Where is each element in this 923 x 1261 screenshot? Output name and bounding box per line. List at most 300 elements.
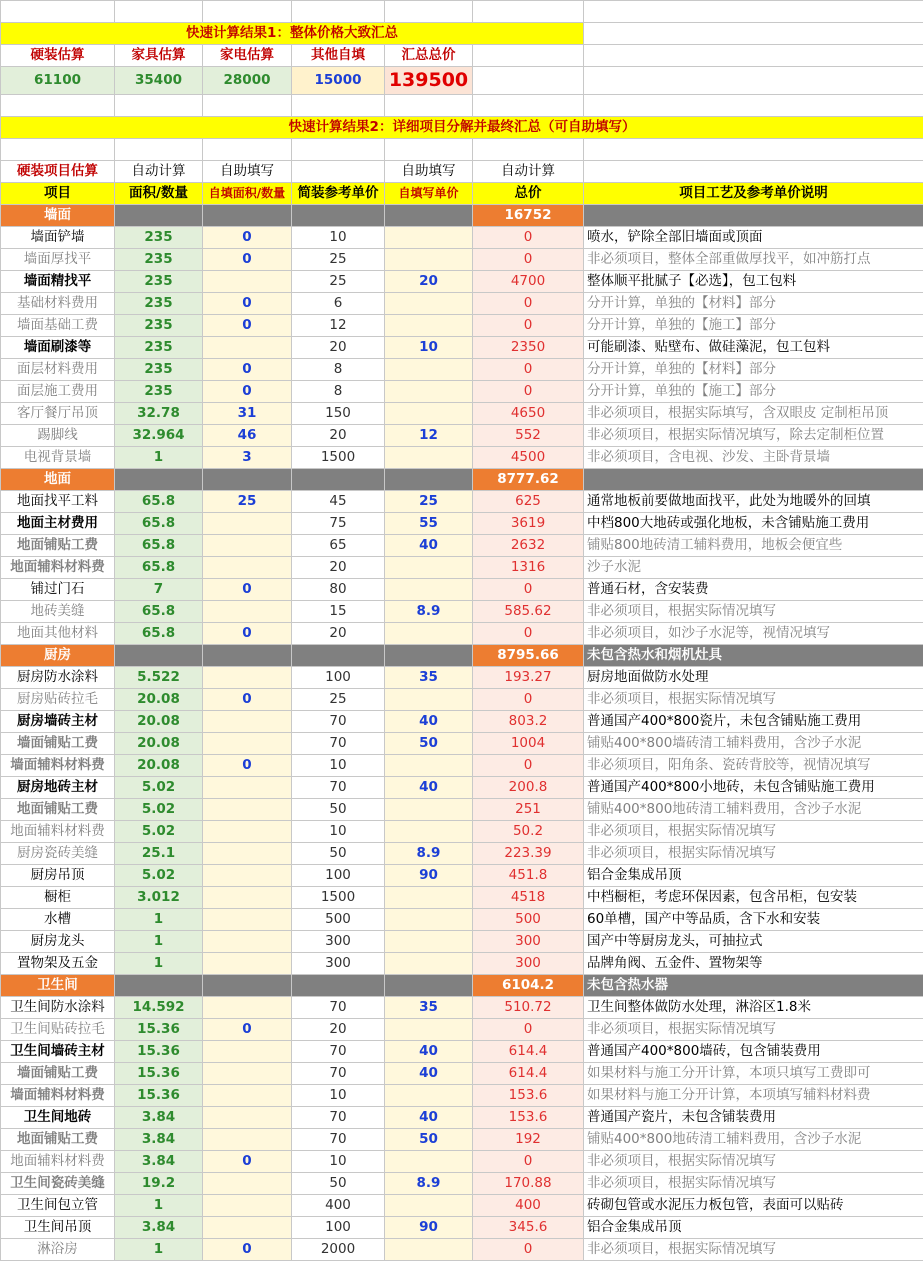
item-ref-price[interactable]: 50 xyxy=(292,843,385,865)
item-name[interactable]: 地砖美缝 xyxy=(1,601,115,623)
item-qty[interactable]: 5.02 xyxy=(115,777,203,799)
item-name[interactable]: 厨房贴砖拉毛 xyxy=(1,689,115,711)
item-ref-price[interactable]: 500 xyxy=(292,909,385,931)
item-qty[interactable]: 14.592 xyxy=(115,997,203,1019)
item-name[interactable]: 地面铺贴工费 xyxy=(1,799,115,821)
item-total[interactable]: 4650 xyxy=(473,403,584,425)
item-desc[interactable]: 非必须项目，根据实际情况填写 xyxy=(584,843,923,865)
item-qty[interactable]: 1 xyxy=(115,1239,203,1261)
item-qty[interactable]: 20.08 xyxy=(115,755,203,777)
item-self-price[interactable]: 40 xyxy=(385,1107,473,1129)
item-name[interactable]: 地面辅料材料费 xyxy=(1,821,115,843)
item-name[interactable]: 厨房吊顶 xyxy=(1,865,115,887)
item-ref-price[interactable]: 10 xyxy=(292,821,385,843)
item-name[interactable]: 地面辅料材料费 xyxy=(1,1151,115,1173)
item-total[interactable]: 153.6 xyxy=(473,1085,584,1107)
item-desc[interactable]: 非必须项目，根据实际情况填写 xyxy=(584,601,923,623)
item-qty[interactable]: 3.012 xyxy=(115,887,203,909)
item-qty[interactable]: 235 xyxy=(115,293,203,315)
item-self-qty[interactable]: 0 xyxy=(203,1151,292,1173)
item-ref-price[interactable]: 65 xyxy=(292,535,385,557)
item-total[interactable]: 193.27 xyxy=(473,667,584,689)
item-desc[interactable]: 普通国产400*800瓷片，未包含铺贴施工费用 xyxy=(584,711,923,733)
item-self-qty[interactable] xyxy=(203,1085,292,1107)
item-total[interactable]: 451.8 xyxy=(473,865,584,887)
item-self-qty[interactable] xyxy=(203,953,292,975)
item-total[interactable]: 0 xyxy=(473,1151,584,1173)
item-desc[interactable]: 非必须项目，根据实际情况填写 xyxy=(584,1019,923,1041)
item-name[interactable]: 地面铺贴工费 xyxy=(1,535,115,557)
item-ref-price[interactable]: 10 xyxy=(292,1151,385,1173)
item-qty[interactable]: 5.02 xyxy=(115,821,203,843)
item-name[interactable]: 墙面辅料材料费 xyxy=(1,1085,115,1107)
item-self-price[interactable]: 50 xyxy=(385,1129,473,1151)
item-self-price[interactable]: 10 xyxy=(385,337,473,359)
item-total[interactable]: 200.8 xyxy=(473,777,584,799)
item-self-price[interactable]: 40 xyxy=(385,1063,473,1085)
item-name[interactable]: 卫生间包立管 xyxy=(1,1195,115,1217)
item-name[interactable]: 墙面铺贴工费 xyxy=(1,1063,115,1085)
item-name[interactable]: 卫生间贴砖拉毛 xyxy=(1,1019,115,1041)
summary-furniture-value[interactable]: 35400 xyxy=(115,67,203,95)
item-self-qty[interactable] xyxy=(203,997,292,1019)
item-self-price[interactable] xyxy=(385,755,473,777)
item-ref-price[interactable]: 45 xyxy=(292,491,385,513)
item-self-price[interactable] xyxy=(385,359,473,381)
item-name[interactable]: 铺过门石 xyxy=(1,579,115,601)
item-desc[interactable]: 铺贴400*800地砖清工辅料费用，含沙子水泥 xyxy=(584,1129,923,1151)
summary-appliance-value[interactable]: 28000 xyxy=(203,67,292,95)
item-name[interactable]: 橱柜 xyxy=(1,887,115,909)
section-total[interactable]: 8777.62 xyxy=(473,469,584,491)
item-self-price[interactable]: 8.9 xyxy=(385,601,473,623)
item-qty[interactable]: 3.84 xyxy=(115,1129,203,1151)
item-total[interactable]: 3619 xyxy=(473,513,584,535)
item-total[interactable]: 2632 xyxy=(473,535,584,557)
item-qty[interactable]: 15.36 xyxy=(115,1063,203,1085)
item-qty[interactable]: 65.8 xyxy=(115,513,203,535)
item-total[interactable]: 345.6 xyxy=(473,1217,584,1239)
item-self-qty[interactable] xyxy=(203,337,292,359)
item-self-price[interactable] xyxy=(385,249,473,271)
item-ref-price[interactable]: 6 xyxy=(292,293,385,315)
item-name[interactable]: 厨房龙头 xyxy=(1,931,115,953)
item-qty[interactable]: 19.2 xyxy=(115,1173,203,1195)
item-total[interactable]: 300 xyxy=(473,931,584,953)
item-self-qty[interactable] xyxy=(203,1041,292,1063)
item-name[interactable]: 厨房地砖主材 xyxy=(1,777,115,799)
item-ref-price[interactable]: 10 xyxy=(292,1085,385,1107)
item-ref-price[interactable]: 12 xyxy=(292,315,385,337)
item-name[interactable]: 踢脚线 xyxy=(1,425,115,447)
item-name[interactable]: 墙面刷漆等 xyxy=(1,337,115,359)
item-total[interactable]: 510.72 xyxy=(473,997,584,1019)
item-name[interactable]: 淋浴房 xyxy=(1,1239,115,1261)
item-desc[interactable]: 厨房地面做防水处理 xyxy=(584,667,923,689)
item-ref-price[interactable]: 15 xyxy=(292,601,385,623)
summary-hard-value[interactable]: 61100 xyxy=(1,67,115,95)
item-qty[interactable]: 15.36 xyxy=(115,1041,203,1063)
item-qty[interactable]: 25.1 xyxy=(115,843,203,865)
item-qty[interactable]: 235 xyxy=(115,227,203,249)
item-self-qty[interactable] xyxy=(203,1063,292,1085)
item-name[interactable]: 卫生间吊顶 xyxy=(1,1217,115,1239)
item-qty[interactable]: 65.8 xyxy=(115,535,203,557)
item-self-price[interactable] xyxy=(385,227,473,249)
item-self-qty[interactable]: 0 xyxy=(203,227,292,249)
item-desc[interactable]: 如果材料与施工分开计算，本项只填写工费即可 xyxy=(584,1063,923,1085)
item-qty[interactable]: 65.8 xyxy=(115,557,203,579)
item-self-price[interactable]: 25 xyxy=(385,491,473,513)
item-ref-price[interactable]: 20 xyxy=(292,623,385,645)
item-total[interactable]: 614.4 xyxy=(473,1041,584,1063)
item-desc[interactable]: 铺贴400*800墙砖清工辅料费用，含沙子水泥 xyxy=(584,733,923,755)
item-total[interactable]: 0 xyxy=(473,579,584,601)
item-ref-price[interactable]: 70 xyxy=(292,777,385,799)
item-self-qty[interactable] xyxy=(203,909,292,931)
item-desc[interactable]: 铺贴400*800地砖清工辅料费用，含沙子水泥 xyxy=(584,799,923,821)
item-ref-price[interactable]: 100 xyxy=(292,865,385,887)
item-desc[interactable]: 60单槽，国产中等品质，含下水和安装 xyxy=(584,909,923,931)
item-ref-price[interactable]: 70 xyxy=(292,733,385,755)
item-self-price[interactable] xyxy=(385,623,473,645)
item-self-qty[interactable]: 0 xyxy=(203,1239,292,1261)
item-ref-price[interactable]: 50 xyxy=(292,799,385,821)
item-self-price[interactable] xyxy=(385,689,473,711)
item-total[interactable]: 153.6 xyxy=(473,1107,584,1129)
item-ref-price[interactable]: 25 xyxy=(292,689,385,711)
item-name[interactable]: 面层材料费用 xyxy=(1,359,115,381)
item-self-qty[interactable] xyxy=(203,513,292,535)
item-self-qty[interactable] xyxy=(203,557,292,579)
item-qty[interactable]: 65.8 xyxy=(115,623,203,645)
item-qty[interactable]: 5.02 xyxy=(115,799,203,821)
item-qty[interactable]: 15.36 xyxy=(115,1085,203,1107)
item-self-qty[interactable]: 0 xyxy=(203,359,292,381)
item-ref-price[interactable]: 70 xyxy=(292,1063,385,1085)
item-self-price[interactable] xyxy=(385,293,473,315)
item-total[interactable]: 0 xyxy=(473,293,584,315)
item-total[interactable]: 0 xyxy=(473,381,584,403)
item-ref-price[interactable]: 75 xyxy=(292,513,385,535)
item-self-price[interactable] xyxy=(385,557,473,579)
item-self-qty[interactable] xyxy=(203,1173,292,1195)
item-self-price[interactable] xyxy=(385,931,473,953)
item-total[interactable]: 192 xyxy=(473,1129,584,1151)
item-name[interactable]: 地面主材费用 xyxy=(1,513,115,535)
item-ref-price[interactable]: 1500 xyxy=(292,447,385,469)
item-ref-price[interactable]: 70 xyxy=(292,711,385,733)
item-qty[interactable]: 3.84 xyxy=(115,1151,203,1173)
item-desc[interactable]: 非必须项目，阳角条、瓷砖背胶等，视情况填写 xyxy=(584,755,923,777)
item-name[interactable]: 卫生间地砖 xyxy=(1,1107,115,1129)
item-name[interactable]: 面层施工费用 xyxy=(1,381,115,403)
item-self-qty[interactable] xyxy=(203,821,292,843)
item-self-qty[interactable] xyxy=(203,799,292,821)
item-total[interactable]: 0 xyxy=(473,227,584,249)
item-name[interactable]: 厨房防水涂料 xyxy=(1,667,115,689)
item-desc[interactable]: 分开计算，单独的【材料】部分 xyxy=(584,293,923,315)
item-desc[interactable]: 非必须项目，根据实际情况填写 xyxy=(584,1173,923,1195)
item-total[interactable]: 552 xyxy=(473,425,584,447)
item-qty[interactable]: 1 xyxy=(115,931,203,953)
item-ref-price[interactable]: 70 xyxy=(292,1041,385,1063)
item-ref-price[interactable]: 10 xyxy=(292,227,385,249)
item-name[interactable]: 墙面基础工费 xyxy=(1,315,115,337)
item-ref-price[interactable]: 10 xyxy=(292,755,385,777)
summary-total-value[interactable]: 139500 xyxy=(385,67,473,95)
item-name[interactable]: 地面找平工料 xyxy=(1,491,115,513)
item-total[interactable]: 4500 xyxy=(473,447,584,469)
item-name[interactable]: 厨房瓷砖美缝 xyxy=(1,843,115,865)
item-name[interactable]: 基础材料费用 xyxy=(1,293,115,315)
item-self-price[interactable]: 40 xyxy=(385,711,473,733)
item-self-qty[interactable]: 31 xyxy=(203,403,292,425)
item-desc[interactable]: 非必须项目，根据实际填写，含双眼皮 定制柜吊顶 xyxy=(584,403,923,425)
item-ref-price[interactable]: 8 xyxy=(292,359,385,381)
item-ref-price[interactable]: 20 xyxy=(292,425,385,447)
item-total[interactable]: 614.4 xyxy=(473,1063,584,1085)
item-desc[interactable]: 中档800大地砖或强化地板，未含铺贴施工费用 xyxy=(584,513,923,535)
item-self-price[interactable]: 40 xyxy=(385,777,473,799)
item-ref-price[interactable]: 50 xyxy=(292,1173,385,1195)
item-total[interactable]: 0 xyxy=(473,359,584,381)
item-self-qty[interactable]: 0 xyxy=(203,315,292,337)
item-self-qty[interactable] xyxy=(203,843,292,865)
item-name[interactable]: 墙面厚找平 xyxy=(1,249,115,271)
item-self-price[interactable]: 50 xyxy=(385,733,473,755)
item-desc[interactable]: 非必须项目，根据实际情况填写 xyxy=(584,689,923,711)
item-qty[interactable]: 1 xyxy=(115,953,203,975)
item-qty[interactable]: 1 xyxy=(115,447,203,469)
item-self-qty[interactable] xyxy=(203,1107,292,1129)
item-total[interactable]: 170.88 xyxy=(473,1173,584,1195)
item-ref-price[interactable]: 300 xyxy=(292,953,385,975)
item-total[interactable]: 500 xyxy=(473,909,584,931)
item-qty[interactable]: 3.84 xyxy=(115,1217,203,1239)
item-desc[interactable]: 砖砌包管或水泥压力板包管，表面可以贴砖 xyxy=(584,1195,923,1217)
item-ref-price[interactable]: 80 xyxy=(292,579,385,601)
item-self-qty[interactable] xyxy=(203,1195,292,1217)
item-desc[interactable]: 普通国产瓷片，未包含铺装费用 xyxy=(584,1107,923,1129)
item-qty[interactable]: 235 xyxy=(115,249,203,271)
item-total[interactable]: 1004 xyxy=(473,733,584,755)
item-self-price[interactable] xyxy=(385,579,473,601)
item-self-price[interactable]: 90 xyxy=(385,1217,473,1239)
item-qty[interactable]: 32.78 xyxy=(115,403,203,425)
item-desc[interactable]: 分开计算，单独的【施工】部分 xyxy=(584,381,923,403)
item-desc[interactable]: 分开计算，单独的【材料】部分 xyxy=(584,359,923,381)
item-self-price[interactable]: 40 xyxy=(385,535,473,557)
item-self-qty[interactable] xyxy=(203,601,292,623)
item-qty[interactable]: 20.08 xyxy=(115,711,203,733)
item-self-qty[interactable] xyxy=(203,931,292,953)
item-qty[interactable]: 235 xyxy=(115,315,203,337)
item-desc[interactable]: 喷水，铲除全部旧墙面或顶面 xyxy=(584,227,923,249)
item-self-price[interactable]: 40 xyxy=(385,1041,473,1063)
item-ref-price[interactable]: 8 xyxy=(292,381,385,403)
item-self-price[interactable]: 12 xyxy=(385,425,473,447)
item-self-qty[interactable]: 0 xyxy=(203,381,292,403)
summary-other-value[interactable]: 15000 xyxy=(292,67,385,95)
item-total[interactable]: 1316 xyxy=(473,557,584,579)
item-self-qty[interactable]: 0 xyxy=(203,293,292,315)
item-total[interactable]: 0 xyxy=(473,1019,584,1041)
item-desc[interactable]: 非必须项目，根据实际情况填写，除去定制柜位置 xyxy=(584,425,923,447)
item-qty[interactable]: 1 xyxy=(115,1195,203,1217)
item-desc[interactable]: 品牌角阀、五金件、置物架等 xyxy=(584,953,923,975)
item-name[interactable]: 墙面铺贴工费 xyxy=(1,733,115,755)
item-self-price[interactable]: 20 xyxy=(385,271,473,293)
item-qty[interactable]: 235 xyxy=(115,337,203,359)
item-total[interactable]: 4518 xyxy=(473,887,584,909)
item-qty[interactable]: 15.36 xyxy=(115,1019,203,1041)
item-total[interactable]: 251 xyxy=(473,799,584,821)
item-self-price[interactable] xyxy=(385,821,473,843)
item-self-qty[interactable]: 3 xyxy=(203,447,292,469)
item-ref-price[interactable]: 150 xyxy=(292,403,385,425)
item-qty[interactable]: 7 xyxy=(115,579,203,601)
item-self-price[interactable]: 35 xyxy=(385,667,473,689)
item-qty[interactable]: 65.8 xyxy=(115,601,203,623)
item-ref-price[interactable]: 25 xyxy=(292,271,385,293)
item-self-price[interactable]: 55 xyxy=(385,513,473,535)
item-qty[interactable]: 235 xyxy=(115,271,203,293)
item-self-qty[interactable]: 0 xyxy=(203,689,292,711)
item-total[interactable]: 625 xyxy=(473,491,584,513)
item-self-qty[interactable] xyxy=(203,887,292,909)
item-ref-price[interactable]: 25 xyxy=(292,249,385,271)
item-desc[interactable]: 卫生间整体做防水处理，淋浴区1.8米 xyxy=(584,997,923,1019)
item-ref-price[interactable]: 70 xyxy=(292,1107,385,1129)
item-desc[interactable]: 非必须项目，含电视、沙发、主卧背景墙 xyxy=(584,447,923,469)
item-self-price[interactable]: 35 xyxy=(385,997,473,1019)
item-qty[interactable]: 1 xyxy=(115,909,203,931)
item-qty[interactable]: 20.08 xyxy=(115,689,203,711)
item-self-price[interactable] xyxy=(385,1085,473,1107)
item-self-price[interactable]: 8.9 xyxy=(385,843,473,865)
item-total[interactable]: 0 xyxy=(473,623,584,645)
item-desc[interactable]: 铝合金集成吊顶 xyxy=(584,865,923,887)
item-name[interactable]: 卫生间防水涂料 xyxy=(1,997,115,1019)
item-ref-price[interactable]: 20 xyxy=(292,557,385,579)
item-total[interactable]: 2350 xyxy=(473,337,584,359)
item-self-qty[interactable]: 0 xyxy=(203,623,292,645)
item-name[interactable]: 地面铺贴工费 xyxy=(1,1129,115,1151)
item-desc[interactable]: 分开计算，单独的【施工】部分 xyxy=(584,315,923,337)
item-self-qty[interactable] xyxy=(203,1129,292,1151)
item-self-qty[interactable] xyxy=(203,733,292,755)
item-self-qty[interactable]: 0 xyxy=(203,755,292,777)
item-total[interactable]: 0 xyxy=(473,1239,584,1261)
item-self-price[interactable] xyxy=(385,799,473,821)
item-desc[interactable]: 非必须项目，如沙子水泥等，视情况填写 xyxy=(584,623,923,645)
item-desc[interactable]: 普通国产400*800小地砖，未包含铺贴施工费用 xyxy=(584,777,923,799)
item-self-qty[interactable]: 0 xyxy=(203,579,292,601)
item-qty[interactable]: 32.964 xyxy=(115,425,203,447)
item-self-price[interactable] xyxy=(385,1151,473,1173)
item-self-price[interactable]: 8.9 xyxy=(385,1173,473,1195)
item-total[interactable]: 0 xyxy=(473,315,584,337)
item-desc[interactable]: 铺贴800地砖清工辅料费用，地板会便宜些 xyxy=(584,535,923,557)
item-total[interactable]: 300 xyxy=(473,953,584,975)
item-self-qty[interactable] xyxy=(203,271,292,293)
item-ref-price[interactable]: 70 xyxy=(292,997,385,1019)
item-name[interactable]: 置物架及五金 xyxy=(1,953,115,975)
item-self-qty[interactable] xyxy=(203,535,292,557)
item-qty[interactable]: 20.08 xyxy=(115,733,203,755)
section-total[interactable]: 16752 xyxy=(473,205,584,227)
item-desc[interactable]: 通常地板前要做地面找平，此处为地暖外的回填 xyxy=(584,491,923,513)
item-desc[interactable]: 非必须项目，根据实际情况填写 xyxy=(584,821,923,843)
item-self-price[interactable] xyxy=(385,953,473,975)
item-desc[interactable]: 如果材料与施工分开计算，本项填写辅料材料费 xyxy=(584,1085,923,1107)
item-self-qty[interactable]: 0 xyxy=(203,1019,292,1041)
item-qty[interactable]: 235 xyxy=(115,381,203,403)
item-total[interactable]: 0 xyxy=(473,755,584,777)
item-name[interactable]: 卫生间墙砖主材 xyxy=(1,1041,115,1063)
item-self-qty[interactable] xyxy=(203,777,292,799)
item-total[interactable]: 400 xyxy=(473,1195,584,1217)
item-self-price[interactable] xyxy=(385,1239,473,1261)
item-qty[interactable]: 235 xyxy=(115,359,203,381)
item-name[interactable]: 墙面辅料材料费 xyxy=(1,755,115,777)
item-self-qty[interactable]: 25 xyxy=(203,491,292,513)
item-desc[interactable]: 可能刷漆、贴壁布、做硅藻泥，包工包料 xyxy=(584,337,923,359)
item-desc[interactable]: 非必须项目，根据实际情况填写 xyxy=(584,1151,923,1173)
item-desc[interactable]: 非必须项目，整体全部重做厚找平，如冲筋打点 xyxy=(584,249,923,271)
item-ref-price[interactable]: 1500 xyxy=(292,887,385,909)
item-qty[interactable]: 5.522 xyxy=(115,667,203,689)
item-total[interactable]: 0 xyxy=(473,689,584,711)
item-name[interactable]: 客厅餐厅吊顶 xyxy=(1,403,115,425)
item-qty[interactable]: 3.84 xyxy=(115,1107,203,1129)
item-ref-price[interactable]: 2000 xyxy=(292,1239,385,1261)
item-name[interactable]: 墙面铲墙 xyxy=(1,227,115,249)
item-total[interactable]: 50.2 xyxy=(473,821,584,843)
item-ref-price[interactable]: 400 xyxy=(292,1195,385,1217)
item-self-qty[interactable]: 0 xyxy=(203,249,292,271)
item-self-price[interactable] xyxy=(385,403,473,425)
item-name[interactable]: 厨房墙砖主材 xyxy=(1,711,115,733)
item-qty[interactable]: 5.02 xyxy=(115,865,203,887)
item-name[interactable]: 水槽 xyxy=(1,909,115,931)
item-desc[interactable]: 中档橱柜，考虑环保因素，包含吊柜，包安装 xyxy=(584,887,923,909)
item-self-price[interactable] xyxy=(385,447,473,469)
item-self-price[interactable] xyxy=(385,1019,473,1041)
item-total[interactable]: 223.39 xyxy=(473,843,584,865)
item-self-price[interactable] xyxy=(385,315,473,337)
section-total[interactable]: 6104.2 xyxy=(473,975,584,997)
item-ref-price[interactable]: 300 xyxy=(292,931,385,953)
item-name[interactable]: 电视背景墙 xyxy=(1,447,115,469)
item-ref-price[interactable]: 100 xyxy=(292,667,385,689)
item-desc[interactable]: 非必须项目，根据实际情况填写 xyxy=(584,1239,923,1261)
item-total[interactable]: 585.62 xyxy=(473,601,584,623)
item-name[interactable]: 地面辅料材料费 xyxy=(1,557,115,579)
item-self-qty[interactable]: 46 xyxy=(203,425,292,447)
item-name[interactable]: 地面其他材料 xyxy=(1,623,115,645)
item-desc[interactable]: 普通石材，含安装费 xyxy=(584,579,923,601)
item-qty[interactable]: 65.8 xyxy=(115,491,203,513)
item-name[interactable]: 卫生间瓷砖美缝 xyxy=(1,1173,115,1195)
item-total[interactable]: 4700 xyxy=(473,271,584,293)
item-total[interactable]: 803.2 xyxy=(473,711,584,733)
item-desc[interactable]: 国产中等厨房龙头，可抽拉式 xyxy=(584,931,923,953)
item-ref-price[interactable]: 20 xyxy=(292,1019,385,1041)
item-self-price[interactable] xyxy=(385,887,473,909)
item-self-qty[interactable] xyxy=(203,1217,292,1239)
